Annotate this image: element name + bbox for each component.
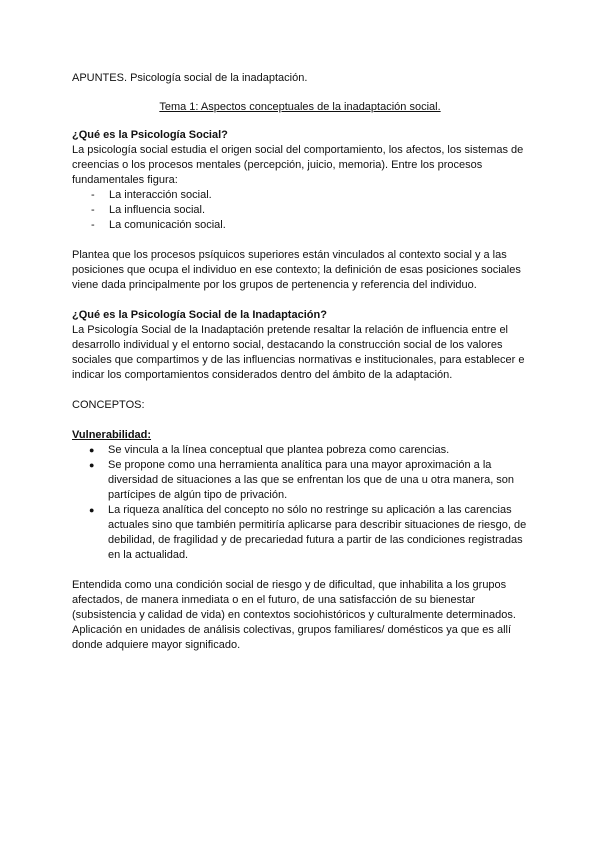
vulnerability-heading: Vulnerabilidad: — [72, 429, 152, 441]
section1-heading: ¿Qué es la Psicología Social? — [72, 129, 228, 141]
concepts-label: CONCEPTOS: — [72, 399, 145, 411]
process-list — [72, 188, 528, 233]
section1-paragraph2: Plantea que los procesos psíquicos superiores están vinculados al contexto social y a las posiciones que ocupa el individuo en ese contexto; la definición de esas posiciones sociales viene dada principalmente por los grupos de pertenencia y referencia del individuo. — [72, 249, 521, 291]
list-item: - La comunicación social. — [72, 218, 528, 233]
section2-heading: ¿Qué es la Psicología Social de la Inadaptación? — [72, 309, 327, 321]
document-header: APUNTES. Psicología social de la inadaptación. — [72, 72, 308, 84]
section2-paragraph: La Psicología Social de la Inadaptación pretende resaltar la relación de influencia entre el desarrollo individual y el entorno social, destacando la construcción social de los valores sociales que compartimos y de las influencias normativas e institucionales, para establecer e indicar los comportamientos considerados dentro del ámbito de la adaptación. — [72, 324, 525, 381]
list-item: - La interacción social. — [72, 188, 528, 203]
topic-title: Tema 1: Aspectos conceptuales de la inadaptación social. — [159, 101, 441, 113]
vulnerability-paragraph: Entendida como una condición social de riesgo y de dificultad, que inhabilita a los grupos afectados, de manera inmediata o en el futuro, de una satisfacción de su bienestar (subsistencia y calidad de vida) en contextos sociohistóricos y culturalmente determinados. Aplicación en unidades de análisis colectivas, grupos familiares/ domésticos ya que es allí donde adquiere mayor significado. — [72, 579, 516, 651]
list-item: ● La riqueza analítica del concepto no sólo no restringe su aplicación a las carencias actuales sino que también permitiría aplicarse para describir situaciones de riesgo, de debilidad, de fragilidad y de precariedad futura a partir de las condiciones registradas en la actualidad. — [72, 503, 528, 563]
list-item: - La influencia social. — [72, 203, 528, 218]
list-item: ● Se vincula a la línea conceptual que plantea pobreza como carencias. — [72, 443, 528, 458]
vulnerability-list — [72, 443, 528, 563]
section1-paragraph: La psicología social estudia el origen social del comportamiento, los afectos, los sistemas de creencias o los procesos mentales (percepción, juicio, memoria). Entre los procesos fundamentales figura: — [72, 144, 524, 186]
list-item: ● Se propone como una herramienta analítica para una mayor aproximación a la diversidad de situaciones a las que se enfrentan los que de una u otra manera, son partícipes de algún tipo de privación. — [72, 458, 528, 503]
